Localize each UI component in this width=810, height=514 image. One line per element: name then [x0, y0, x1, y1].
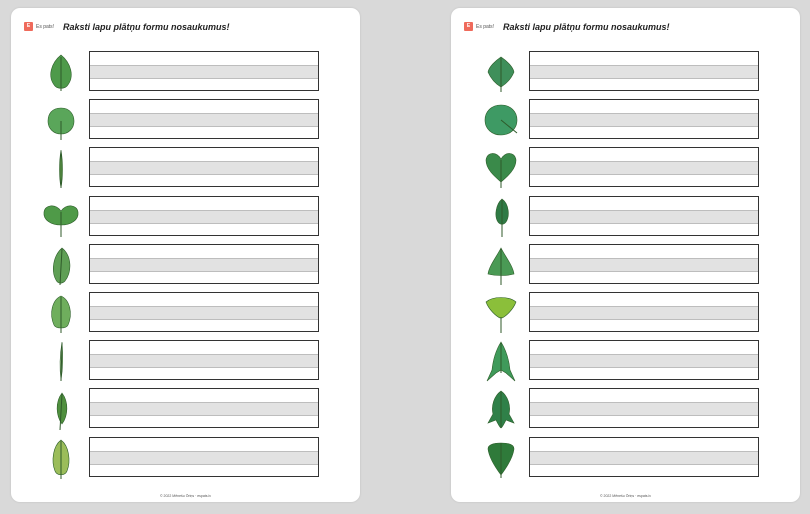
exercise-row	[11, 99, 360, 140]
brand-logo	[464, 22, 494, 31]
writing-line	[530, 319, 758, 320]
writing-band	[530, 66, 758, 78]
writing-line	[90, 354, 318, 355]
exercise-row	[451, 388, 800, 429]
worksheet-page-left	[11, 8, 360, 502]
page-title: Raksti lapu plātņu formu nosaukumus!	[63, 22, 230, 32]
answer-writing-box[interactable]	[89, 340, 319, 380]
worksheet-page-right	[451, 8, 800, 502]
exercise-row	[451, 292, 800, 333]
writing-line	[90, 210, 318, 211]
writing-band	[90, 114, 318, 126]
answer-writing-box[interactable]	[89, 51, 319, 91]
writing-line	[530, 126, 758, 127]
fan-leaf-image	[481, 292, 521, 334]
answer-writing-box[interactable]	[529, 437, 759, 477]
answer-writing-box[interactable]	[89, 244, 319, 284]
writing-band	[530, 307, 758, 319]
writing-line	[90, 161, 318, 162]
writing-line	[530, 464, 758, 465]
writing-line	[90, 271, 318, 272]
exercise-row	[11, 196, 360, 237]
lanceolate-leaf-image	[41, 388, 81, 430]
brand-text: Es pats!	[476, 23, 495, 30]
writing-band	[90, 66, 318, 78]
reniform-leaf-image	[41, 196, 81, 238]
writing-band	[530, 403, 758, 415]
exercise-row	[451, 51, 800, 92]
answer-writing-box[interactable]	[89, 388, 319, 428]
answer-writing-box[interactable]	[529, 388, 759, 428]
writing-band	[90, 452, 318, 464]
writing-line	[90, 78, 318, 79]
answer-writing-box[interactable]	[89, 437, 319, 477]
writing-line	[90, 415, 318, 416]
page-footer: © 2022 Mēnešu Ōriņs · espats.lv	[599, 494, 652, 498]
answer-writing-box[interactable]	[89, 292, 319, 332]
writing-line	[530, 65, 758, 66]
brand-mark: E	[464, 22, 473, 31]
writing-line	[90, 464, 318, 465]
writing-band	[90, 211, 318, 223]
writing-line	[90, 451, 318, 452]
writing-line	[530, 258, 758, 259]
writing-line	[90, 65, 318, 66]
answer-writing-box[interactable]	[529, 340, 759, 380]
exercise-row	[451, 147, 800, 188]
answer-writing-box[interactable]	[529, 292, 759, 332]
writing-line	[530, 78, 758, 79]
exercise-row	[11, 51, 360, 92]
peltate-leaf-image	[481, 99, 521, 141]
writing-line	[90, 258, 318, 259]
exercise-row	[451, 244, 800, 285]
leaf-blade	[486, 298, 516, 319]
answer-writing-box[interactable]	[529, 244, 759, 284]
sagittate-leaf-image	[481, 340, 521, 382]
cordate-leaf-image	[481, 147, 521, 189]
answer-writing-box[interactable]	[529, 147, 759, 187]
writing-line	[530, 161, 758, 162]
writing-line	[530, 113, 758, 114]
exercise-row	[451, 99, 800, 140]
brand-mark: E	[24, 22, 33, 31]
writing-line	[90, 223, 318, 224]
writing-line	[530, 451, 758, 452]
triangular-leaf-image	[481, 244, 521, 286]
answer-writing-box[interactable]	[89, 196, 319, 236]
exercise-row	[451, 437, 800, 478]
answer-writing-box[interactable]	[529, 196, 759, 236]
obovate-leaf-image	[41, 437, 81, 479]
writing-line	[90, 174, 318, 175]
exercise-row	[11, 340, 360, 381]
round-leaf-image	[41, 99, 81, 141]
needle-leaf-image	[41, 340, 81, 382]
writing-band	[90, 307, 318, 319]
writing-line	[530, 367, 758, 368]
exercise-row	[451, 196, 800, 237]
writing-band	[530, 162, 758, 174]
writing-band	[530, 211, 758, 223]
writing-line	[530, 271, 758, 272]
writing-band	[90, 162, 318, 174]
rhombic-leaf-image	[481, 51, 521, 93]
writing-line	[530, 223, 758, 224]
writing-line	[530, 174, 758, 175]
writing-line	[530, 402, 758, 403]
answer-writing-box[interactable]	[529, 99, 759, 139]
answer-writing-box[interactable]	[529, 51, 759, 91]
page-title: Raksti lapu plātņu formu nosaukumus!	[503, 22, 670, 32]
writing-band	[530, 452, 758, 464]
writing-band	[530, 259, 758, 271]
exercise-row	[11, 437, 360, 478]
writing-band	[90, 259, 318, 271]
writing-band	[530, 114, 758, 126]
writing-line	[90, 319, 318, 320]
brand-logo	[24, 22, 54, 31]
writing-band	[90, 403, 318, 415]
writing-line	[90, 306, 318, 307]
linear-leaf-image	[41, 147, 81, 189]
writing-band	[530, 355, 758, 367]
writing-line	[530, 210, 758, 211]
oval-leaf-image	[41, 292, 81, 334]
exercise-row	[451, 340, 800, 381]
exercise-row	[11, 244, 360, 285]
hastate-leaf-image	[481, 388, 521, 430]
writing-line	[530, 415, 758, 416]
deltoid-leaf-image	[481, 437, 521, 479]
writing-band	[90, 355, 318, 367]
answer-writing-box[interactable]	[89, 147, 319, 187]
answer-writing-box[interactable]	[89, 99, 319, 139]
brand-text: Es pats!	[36, 23, 55, 30]
exercise-row	[11, 292, 360, 333]
exercise-row	[11, 147, 360, 188]
writing-line	[530, 354, 758, 355]
writing-line	[90, 402, 318, 403]
page-footer: © 2022 Mēnešu Ōriņs · espats.lv	[159, 494, 212, 498]
writing-line	[90, 367, 318, 368]
ovate-leaf-image	[41, 51, 81, 93]
exercise-row	[11, 388, 360, 429]
elliptic-leaf-image	[41, 244, 81, 286]
writing-line	[90, 126, 318, 127]
writing-line	[90, 113, 318, 114]
spatulate-leaf-image	[481, 196, 521, 238]
writing-line	[530, 306, 758, 307]
